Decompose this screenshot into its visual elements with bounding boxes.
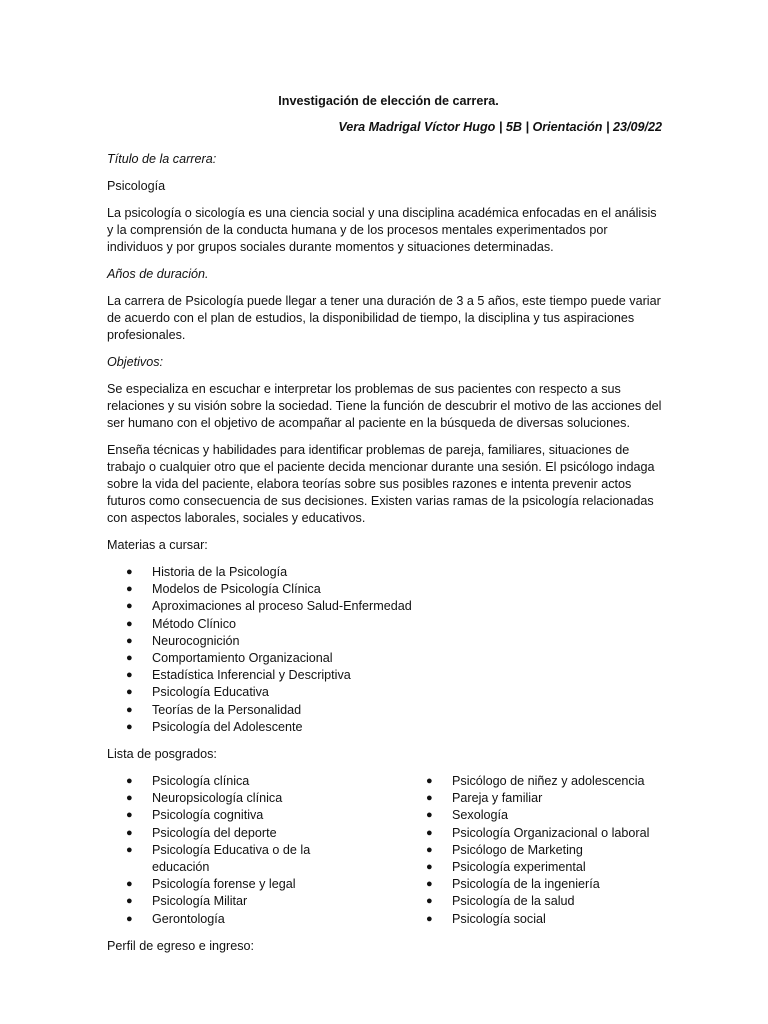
document-subtitle: Vera Madrigal Víctor Hugo | 5B | Orientación | 23/09/22 bbox=[338, 120, 662, 134]
list-item: ● Comportamiento Organizacional bbox=[107, 650, 662, 667]
bullet-icon: ● bbox=[126, 843, 133, 856]
postgrad-heading: Lista de posgrados: bbox=[107, 747, 217, 762]
bullet-icon: ● bbox=[426, 912, 433, 925]
list-item: ● Psicología Educativa bbox=[107, 684, 662, 701]
bullet-icon: ● bbox=[426, 878, 433, 891]
bullet-icon: ● bbox=[126, 566, 133, 578]
document-title: Investigación de elección de carrera. bbox=[278, 94, 499, 108]
list-item: ● Psicólogo de niñez y adolescencia bbox=[407, 773, 662, 790]
bullet-icon: ● bbox=[426, 792, 433, 805]
list-item: ● Psicología cognitiva bbox=[107, 807, 312, 824]
list-item: ● Sexología bbox=[407, 807, 662, 824]
bullet-icon: ● bbox=[126, 878, 133, 891]
duration-text: La carrera de Psicología puede llegar a tener una duración de 3 a 5 años, este tiempo puede variar de acuerdo con el plan de estudios, la disponibilidad de tiempo, la disciplina y tus aspiraciones profesionales. bbox=[107, 294, 661, 342]
bullet-icon: ● bbox=[126, 792, 133, 805]
bullet-icon: ● bbox=[126, 634, 133, 647]
bullet-icon: ● bbox=[126, 600, 133, 613]
list-item: ● Psicología social bbox=[407, 911, 662, 928]
list-item: ● Psicología Organizacional o laboral bbox=[407, 825, 662, 842]
bullet-icon: ● bbox=[126, 669, 133, 682]
list-item: ● Psicología del deporte bbox=[107, 825, 312, 842]
subjects-list bbox=[107, 564, 662, 736]
list-item: ● Teorías de la Personalidad bbox=[107, 702, 662, 719]
list-item: ● Psicología de la salud bbox=[407, 893, 662, 910]
bullet-icon: ● bbox=[426, 843, 433, 856]
list-item: ● Modelos de Psicología Clínica bbox=[107, 581, 662, 598]
career-description: La psicología o sicología es una ciencia social y una disciplina académica enfocadas en el análisis y la comprensión de la conducta humana y de los procesos mentales experimentados por individuos y por grupos sociales durante momentos y situaciones determinadas. bbox=[107, 206, 657, 254]
bullet-icon: ● bbox=[126, 652, 133, 665]
list-item: ● Neuropsicología clínica bbox=[107, 790, 312, 807]
list-item: ● Psicología de la ingeniería bbox=[407, 876, 662, 893]
list-item: ● Método Clínico bbox=[107, 616, 662, 633]
bullet-icon: ● bbox=[126, 703, 133, 716]
profile-heading: Perfil de egreso e ingreso: bbox=[107, 938, 255, 953]
bullet-icon: ● bbox=[426, 775, 433, 788]
bullet-icon: ● bbox=[126, 720, 133, 733]
bullet-icon: ● bbox=[426, 809, 433, 822]
objectives-heading: Objetivos: bbox=[107, 355, 163, 369]
bullet-icon: ● bbox=[126, 912, 133, 925]
postgrad-list-right bbox=[407, 773, 662, 928]
bullet-icon: ● bbox=[126, 583, 133, 596]
list-item: ● Estadística Inferencial y Descriptiva bbox=[107, 667, 662, 684]
list-item: ● Gerontología bbox=[107, 911, 312, 928]
bullet-icon: ● bbox=[426, 861, 433, 874]
list-item: ● Psicología Militar bbox=[107, 893, 312, 910]
list-item: ● Pareja y familiar bbox=[407, 790, 662, 807]
document-content bbox=[107, 93, 662, 955]
list-item: ● Psicología experimental bbox=[407, 859, 662, 876]
bullet-icon: ● bbox=[126, 686, 133, 699]
bullet-icon: ● bbox=[126, 895, 133, 908]
postgrad-columns bbox=[107, 773, 662, 928]
bullet-icon: ● bbox=[126, 809, 133, 822]
bullet-icon: ● bbox=[126, 826, 133, 839]
list-item: ● Psicólogo de Marketing bbox=[407, 842, 662, 859]
duration-heading: Años de duración. bbox=[107, 267, 209, 281]
career-heading: Título de la carrera: bbox=[107, 152, 217, 166]
subjects-heading: Materias a cursar: bbox=[107, 538, 208, 552]
list-item: ● Psicología forense y legal bbox=[107, 876, 312, 893]
bullet-icon: ● bbox=[426, 895, 433, 908]
list-item: ● Psicología clínica bbox=[107, 773, 312, 790]
list-item: ● Psicología Educativa o de la educación bbox=[126, 842, 311, 875]
bullet-icon: ● bbox=[126, 617, 133, 630]
postgrad-list-left bbox=[107, 773, 407, 928]
list-item: ● Aproximaciones al proceso Salud-Enfermedad bbox=[107, 598, 662, 615]
list-item: ● Historia de la Psicología bbox=[107, 564, 662, 581]
bullet-icon: ● bbox=[126, 775, 133, 788]
bullet-icon: ● bbox=[426, 826, 433, 839]
career-name: Psicología bbox=[107, 179, 166, 193]
list-item: ● Psicología del Adolescente bbox=[107, 719, 662, 736]
list-item: ● Neurocognición bbox=[107, 633, 662, 650]
objectives-paragraph-1: Se especializa en escuchar e interpretar los problemas de sus pacientes con respecto a sus relaciones y su visión sobre la sociedad. Tiene la función de descubrir el motivo de las acciones del ser humano con el objetivo de acompañar al paciente en la búsqueda de diversas soluciones. bbox=[107, 382, 662, 430]
objectives-paragraph-2: Enseña técnicas y habilidades para identificar problemas de pareja, familiares, situaciones de trabajo o cualquier otro que el paciente decida mencionar durante una sesión. El psicólogo indaga sobre la vida del paciente, elabora teorías sobre sus posibles razones e intenta prevenir actos futuros como consecuencia de sus decisiones. Existen varias ramas de la psicología relacionadas con aspectos laborales, sociales y educativos. bbox=[107, 443, 655, 525]
